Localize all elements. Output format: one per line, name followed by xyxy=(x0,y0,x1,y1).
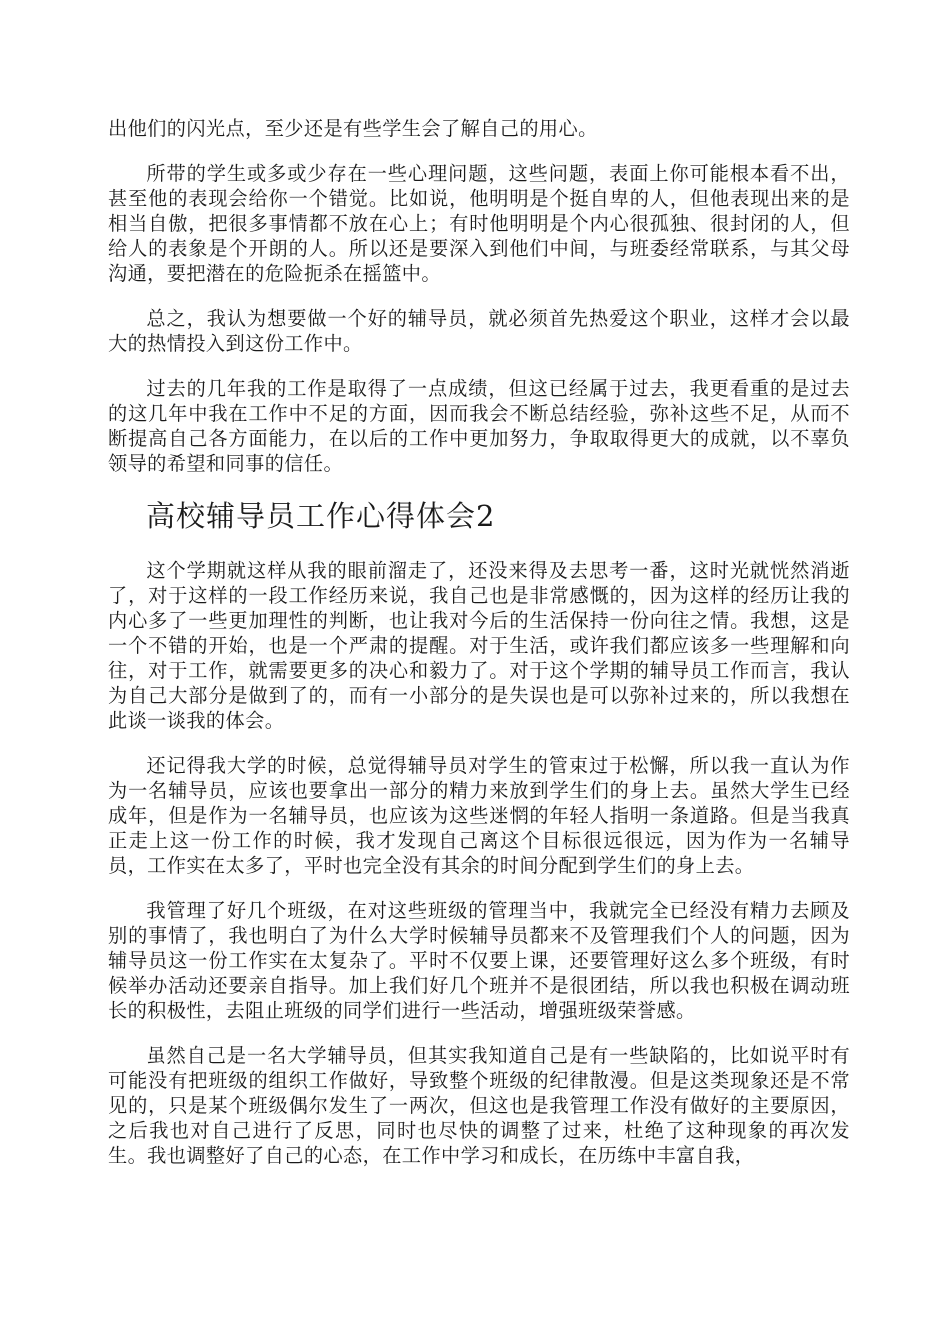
paragraph-conclusion: 总之，我认为想要做一个好的辅导员，就必须首先热爱这个职业，这样才会以最大的热情投入到这份工作中。 xyxy=(108,307,850,355)
paragraph-psychology: 所带的学生或多或少存在一些心理问题，这些问题，表面上你可能根本看不出，甚至他的表现会给你一个错觉。比如说，他明明是个挺自卑的人，但他表现出来的是相当自傲，把很多事情都不放在心上；有时他明明是个内心很孤独、很封闭的人，但给人的表象是个开朗的人。所以还是要深入到他们中间，与班委经常联系，与其父母沟通，要把潜在的危险扼杀在摇篮中。 xyxy=(108,162,850,285)
paragraph-class-management: 我管理了好几个班级，在对这些班级的管理当中，我就完全已经没有精力去顾及别的事情了，我也明白了为什么大学时候辅导员都来不及管理我们个人的问题，因为辅导员这一份工作实在太复杂了。平时不仅要上课，还要管理好这么多个班级，有时候举办活动还要亲自指导。加上我们好几个班并不是很团结，所以我也积极在调动班长的积极性，去阻止班级的同学们进行一些活动，增强班级荣誉感。 xyxy=(108,899,850,1022)
paragraph-continuation: 出他们的闪光点，至少还是有些学生会了解自己的用心。 xyxy=(108,117,598,140)
paragraph-shortcomings: 虽然自己是一名大学辅导员，但其实我知道自己是有一些缺陷的，比如说平时有可能没有把班级的组织工作做好，导致整个班级的纪律散漫。但是这类现象还是不常见的，只是某个班级偶尔发生了一两次，但这也是我管理工作没有做好的主要原因，之后我也对自己进行了反思，同时也尽快的调整了过来，杜绝了这种现象的再次发生。我也调整好了自己的心态，在工作中学习和成长，在历练中丰富自我， xyxy=(108,1044,850,1167)
document-body xyxy=(108,116,850,1188)
paragraph-past-years: 过去的几年我的工作是取得了一点成绩，但这已经属于过去，我更看重的是过去的这几年中我在工作中不足的方面，因而我会不断总结经验，弥补这些不足，从而不断提高自己各方面能力，在以后的工作中更加努力，争取取得更大的成就，以不辜负领导的希望和同事的信任。 xyxy=(108,377,850,475)
paragraph-semester: 这个学期就这样从我的眼前溜走了，还没来得及去思考一番，这时光就恍然消逝了，对于这样的一段工作经历来说，我自己也是非常感慨的，因为这样的经历让我的内心多了一些更加理性的判断，也让我对今后的生活保持一份向往之情。我想，这是一个不错的开始，也是一个严肃的提醒。对于生活，或许我们都应该多一些理解和向往，对于工作，就需要更多的决心和毅力了。对于这个学期的辅导员工作而言，我认为自己大部分是做到了的，而有一小部分的是失误也是可以弥补过来的，所以我想在此谈一谈我的体会。 xyxy=(108,559,850,732)
section-title: 高校辅导员工作心得体会2 xyxy=(146,499,496,533)
paragraph-university-memory: 还记得我大学的时候，总觉得辅导员对学生的管束过于松懈，所以我一直认为作为一名辅导员，应该也要拿出一部分的精力来放到学生们的身上去。虽然大学生已经成年，但是作为一名辅导员，也应该为这些迷惘的年轻人指明一条道路。但是当我真正走上这一份工作的时候，我才发现自己离这个目标很远很远，因为作为一名辅导员，工作实在太多了，平时也完全没有其余的时间分配到学生们的身上去。 xyxy=(108,754,850,877)
